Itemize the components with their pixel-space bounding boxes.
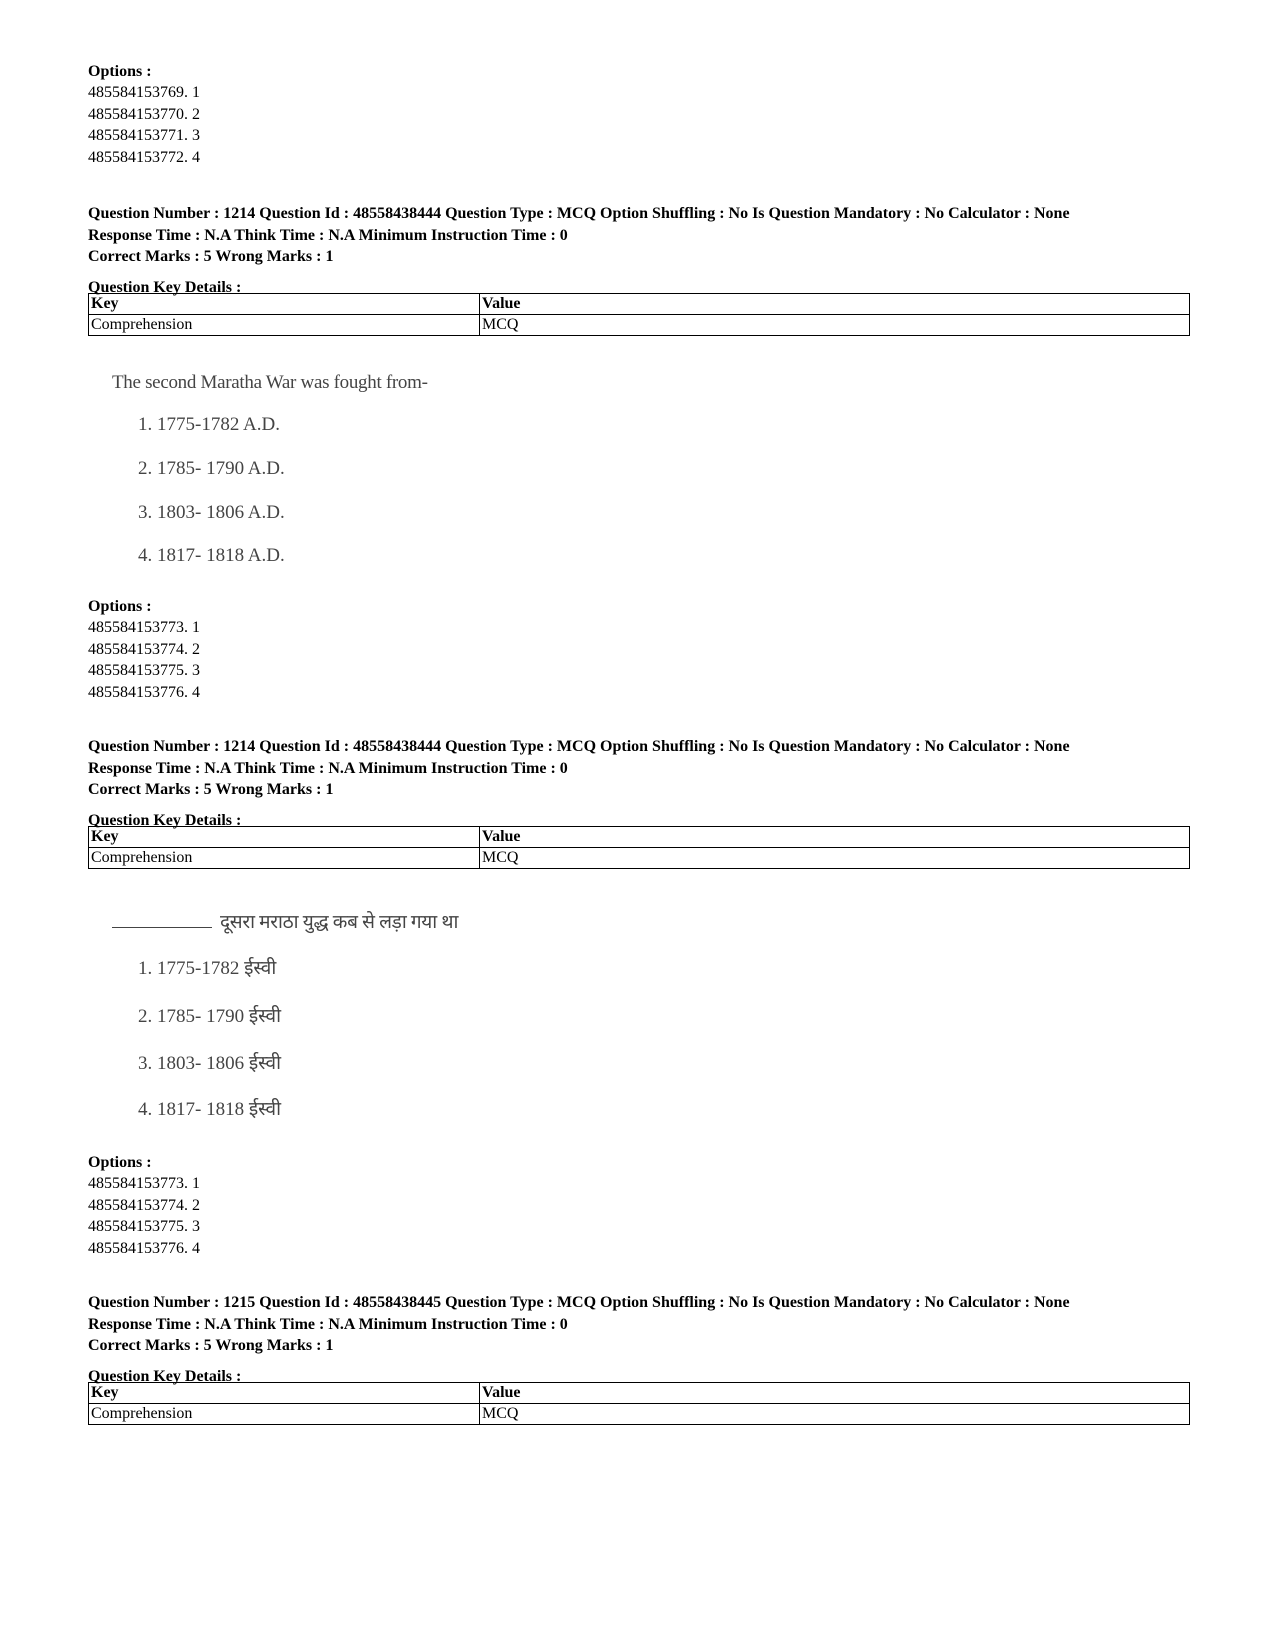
choice-2: 2. 1785- 1790 A.D.: [138, 458, 285, 479]
value-cell: MCQ: [480, 315, 1190, 336]
question-meta: [88, 203, 1070, 268]
question-meta: [88, 1292, 1070, 1357]
question-meta-line-3: Correct Marks : 5 Wrong Marks : 1: [88, 781, 334, 798]
key-details-label: Question Key Details :: [88, 1368, 242, 1385]
option-item: 485584153772. 4: [88, 148, 200, 166]
question-meta: [88, 736, 1070, 801]
choice-1: 1. 1775-1782 A.D.: [138, 414, 280, 435]
choice-4: 4. 1817- 1818 ईस्वी: [138, 1099, 282, 1120]
option-item: 485584153775. 3: [88, 1218, 200, 1235]
question-meta-line-3: Correct Marks : 5 Wrong Marks : 1: [88, 248, 334, 265]
key-details-label: Question Key Details :: [88, 279, 242, 296]
question-text-hindi: दूसरा मराठा युद्ध कब से लड़ा गया था: [220, 912, 459, 933]
choice-1: 1. 1775-1782 ईस्वी: [138, 958, 277, 979]
key-cell: Comprehension: [89, 848, 480, 869]
options-block-top: [88, 61, 200, 168]
option-item: 485584153771. 3: [88, 127, 200, 144]
option-item: 485584153773. 1: [88, 1175, 200, 1192]
key-header: Key: [89, 1383, 480, 1404]
blank-line: [112, 927, 212, 928]
option-item: 485584153776. 4: [88, 1239, 200, 1257]
table-header-row: [89, 294, 1190, 315]
question-meta-line-1: Question Number : 1214 Question Id : 48558438444 Question Type : MCQ Option Shuffling : No Is Question Mandatory : No Calculator : None: [88, 205, 1070, 222]
key-header: Key: [89, 827, 480, 848]
choice-2: 2. 1785- 1790 ईस्वी: [138, 1006, 282, 1027]
question-image-hindi: [112, 908, 612, 1128]
key-cell: Comprehension: [89, 315, 480, 336]
option-item: 485584153774. 2: [88, 640, 200, 658]
question-text: [112, 908, 612, 934]
options-block: [88, 1152, 200, 1259]
value-header: Value: [480, 1383, 1190, 1404]
option-item: 485584153773. 1: [88, 619, 200, 636]
table-row: [89, 848, 1190, 869]
value-cell: MCQ: [480, 848, 1190, 869]
options-label: Options :: [88, 1154, 152, 1171]
table-header-row: [89, 1383, 1190, 1404]
table-row: [89, 1404, 1190, 1425]
option-item: 485584153769. 1: [88, 84, 200, 101]
options-block: [88, 596, 200, 703]
question-meta-line-3: Correct Marks : 5 Wrong Marks : 1: [88, 1337, 334, 1354]
table-header-row: [89, 827, 1190, 848]
choice-4: 4. 1817- 1818 A.D.: [138, 545, 285, 566]
question-image-english: [112, 372, 612, 572]
question-meta-line-2: Response Time : N.A Think Time : N.A Minimum Instruction Time : 0: [88, 1315, 568, 1333]
question-meta-line-1: Question Number : 1215 Question Id : 48558438445 Question Type : MCQ Option Shuffling : No Is Question Mandatory : No Calculator : None: [88, 1294, 1070, 1311]
table-row: [89, 315, 1190, 336]
key-details-table: [88, 1382, 1190, 1425]
key-details-table: [88, 293, 1190, 336]
value-cell: MCQ: [480, 1404, 1190, 1425]
question-meta-line-2: Response Time : N.A Think Time : N.A Minimum Instruction Time : 0: [88, 226, 568, 244]
question-text: The second Maratha War was fought from-: [112, 372, 428, 393]
option-item: 485584153770. 2: [88, 105, 200, 123]
key-header: Key: [89, 294, 480, 315]
key-details-label: Question Key Details :: [88, 812, 242, 829]
question-meta-line-1: Question Number : 1214 Question Id : 48558438444 Question Type : MCQ Option Shuffling : No Is Question Mandatory : No Calculator : None: [88, 738, 1070, 755]
choice-3: 3. 1803- 1806 ईस्वी: [138, 1053, 282, 1074]
options-label: Options :: [88, 63, 152, 80]
key-details-table: [88, 826, 1190, 869]
option-item: 485584153774. 2: [88, 1196, 200, 1214]
option-item: 485584153776. 4: [88, 683, 200, 701]
choice-3: 3. 1803- 1806 A.D.: [138, 502, 285, 523]
options-label: Options :: [88, 598, 152, 615]
option-item: 485584153775. 3: [88, 662, 200, 679]
key-cell: Comprehension: [89, 1404, 480, 1425]
value-header: Value: [480, 827, 1190, 848]
question-meta-line-2: Response Time : N.A Think Time : N.A Minimum Instruction Time : 0: [88, 759, 568, 777]
value-header: Value: [480, 294, 1190, 315]
